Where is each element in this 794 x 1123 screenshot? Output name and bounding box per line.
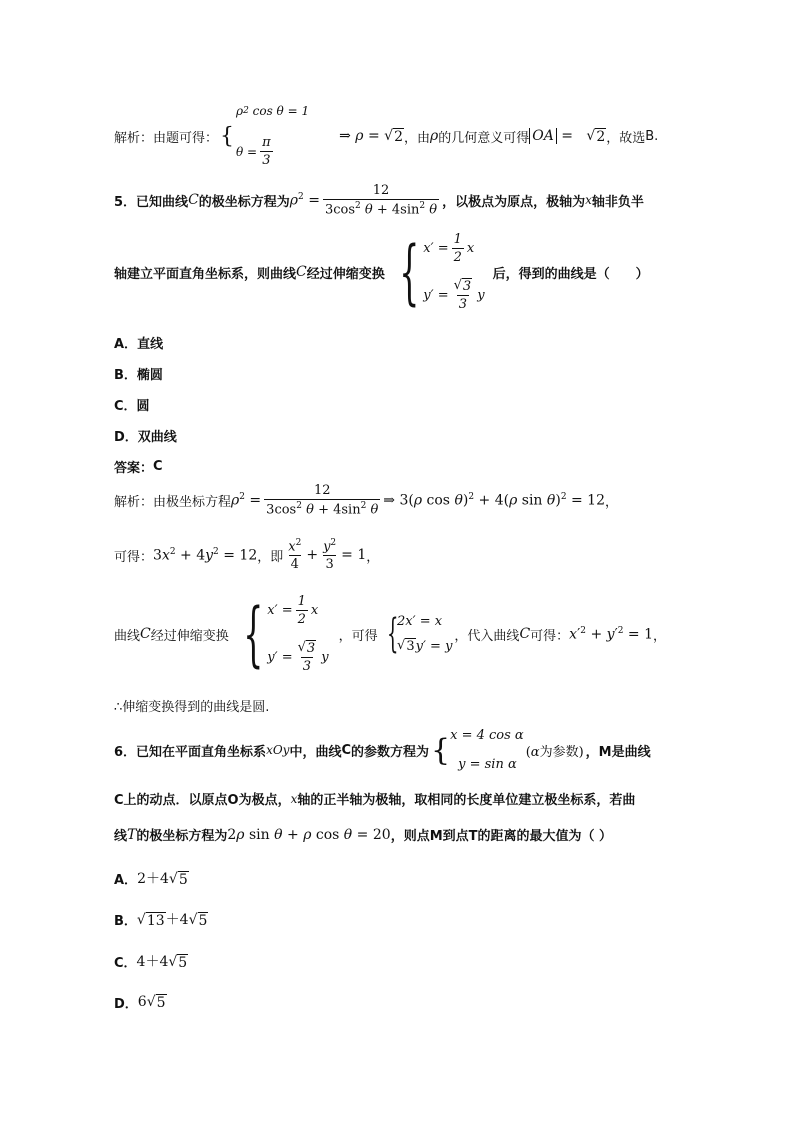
question-5-line1: 5． 已知曲线 C 的极坐标方程为 $\rho^2$ = $\frac{12}{3\cos^2 \theta + 4\sin^2 \theta}$ ，以极点为原点，极轴为 x 轴非负半 [114, 183, 644, 218]
question-text: 已知曲线 [136, 194, 189, 210]
option-text: 双曲线 [137, 430, 177, 445]
option-letter: C． [114, 955, 137, 971]
transform-system: { x′ = $\frac{1}{2}$ x y′ = √ 3 3 y [399, 231, 485, 313]
option-letter: D． [114, 430, 138, 445]
option-a [114, 333, 163, 352]
solution-conclusion [114, 696, 269, 715]
option-letter: B． [114, 368, 137, 383]
solution-text: ，故选 [606, 130, 646, 146]
option-value: √ 13 ＋4√ 5 [136, 912, 208, 929]
question-text: 的极坐标方程为 [136, 829, 228, 844]
question-text: C上的动点．以原点O为极点， [114, 793, 291, 808]
option-b [114, 909, 208, 929]
option-c [114, 951, 188, 971]
solution-q5-line2: 可得： $3x^2 + 4y^2 = 12$ ，即 $\frac{x^2}{4}$ + $\frac{y^2}{3}$ = 1 ， [114, 538, 380, 573]
solution-prefix: 解析：由题可得： [114, 130, 219, 146]
option-letter: B． [114, 913, 137, 929]
question-text: C [341, 742, 352, 758]
option-letter: D． [114, 997, 138, 1012]
option-text: 直线 [137, 337, 164, 352]
solution-text: 曲线 [114, 628, 141, 644]
option-text: 圆 [136, 399, 150, 414]
question-number: 5． [114, 194, 137, 210]
question-text: ，M是曲线 [585, 744, 651, 760]
question-text: ，则点M到点T的距离的最大值为（ ） [390, 829, 613, 844]
question-6-line3: 线 T 的极坐标方程为 2ρ sin θ + ρ cos θ = 20 ，则点M到点T的距离的最大值为（ ） [114, 826, 613, 844]
option-letter: A． [114, 872, 138, 888]
question-5-line2: 轴建立平面直角坐标系，则曲线 C 经过伸缩变换 { x′ = $\frac{1}{2}$ x y′ = √ 3 3 y 后，得到的曲线是（ ） [114, 231, 649, 313]
equation-system: { ρ 2 cos θ = 1 θ = $\frac{\pi}{3}$ [220, 104, 310, 168]
answer-label: 答案： [114, 461, 154, 476]
solution-text: 的几何意义可得 [438, 130, 530, 146]
question-text: 后，得到的曲线是（ ） [492, 266, 649, 282]
solution-text: 解析：由极坐标方程 [114, 494, 232, 510]
question-text: 轴的正半轴为极轴，取相同的长度单位建立极坐标系，若曲 [297, 793, 636, 808]
solution-text: 可得： [114, 549, 154, 565]
solution-text: ，代入曲线 [454, 628, 520, 644]
question-text: 经过伸缩变换 [306, 266, 385, 282]
question-text: 轴非负半 [591, 194, 644, 210]
option-value: 4＋4√ 5 [136, 954, 188, 971]
option-value: 6√ 5 [137, 994, 166, 1011]
option-text: 椭圆 [136, 368, 163, 383]
parametric-system: { x = 4 cos α y = sin α (α为参数) [431, 728, 584, 772]
option-d [114, 426, 177, 445]
transform-system: { x′ = $\frac{1}{2}$ x y′ = √ 3 3 y [243, 593, 329, 675]
solution-text: 可得： [530, 628, 570, 644]
solution-text: ，可得 [338, 628, 378, 644]
question-text: 已知在平面直角坐标系 [136, 744, 267, 760]
option-a [114, 868, 189, 888]
solution-q5-line1: 解析：由极坐标方程 $\rho^2$ = $\frac{12}{3\cos^2 \theta + 4\sin^2 \theta}$ ⇒ 3(ρ cos θ)$^2$ + 4(ρ sin θ)$^2$ = 12 ， [114, 483, 619, 518]
inverse-system: { 2x′ = x √ 3 y′ = y [386, 611, 453, 657]
question-text: 的极坐标方程为 [198, 194, 290, 210]
solution-text: ∴伸缩变换得到的曲线是圆. [114, 700, 270, 715]
question-number: 6． [114, 744, 137, 760]
answer-value: C [153, 459, 163, 474]
solution-text: 经过伸缩变换 [150, 628, 229, 644]
solution-text: ，即 [257, 549, 284, 565]
option-c [114, 395, 150, 414]
solution-text: ，由 [404, 130, 431, 146]
question-text: 中，曲线 [289, 744, 342, 760]
answer-q5 [114, 457, 163, 476]
option-b [114, 364, 163, 383]
option-letter: C． [114, 399, 137, 414]
solution-q4: 解析：由题可得： { ρ 2 cos θ = 1 θ = $\frac{\pi}{3}$ ⇒ ρ = √ 2 ，由 ρ 的几何意义可得 OA = √ 2 ，故选 B. [114, 104, 659, 168]
option-letter: A． [114, 337, 138, 352]
question-6-line1: 6． 已知在平面直角坐标系 xOy 中，曲线 C 的参数方程为 { x = 4 cos α y = sin α (α为参数) ，M是曲线 [114, 728, 651, 772]
question-text: 轴建立平面直角坐标系，则曲线 [114, 266, 297, 282]
solution-q5-line3: 曲线 C 经过伸缩变换 { x′ = $\frac{1}{2}$ x y′ = √ 3 3 y ，可得 { 2x′ = x √ 3 y′ = y ，代入曲线 C 可得： $x'^2 + y'^2 = 1$ ， [114, 593, 667, 675]
question-text: 的参数方程为 [351, 744, 430, 760]
question-6-line2: C上的动点．以原点O为极点， x 轴的正半轴为极轴，取相同的长度单位建立极坐标系，若曲 [114, 789, 635, 808]
option-value: 2＋4√ 5 [137, 871, 188, 888]
question-text: ，以极点为原点，极轴为 [442, 194, 586, 210]
solution-answer: B. [645, 128, 659, 144]
question-text: 线 [114, 829, 128, 844]
param-note: 为参数 [539, 744, 579, 760]
option-d [114, 993, 167, 1012]
